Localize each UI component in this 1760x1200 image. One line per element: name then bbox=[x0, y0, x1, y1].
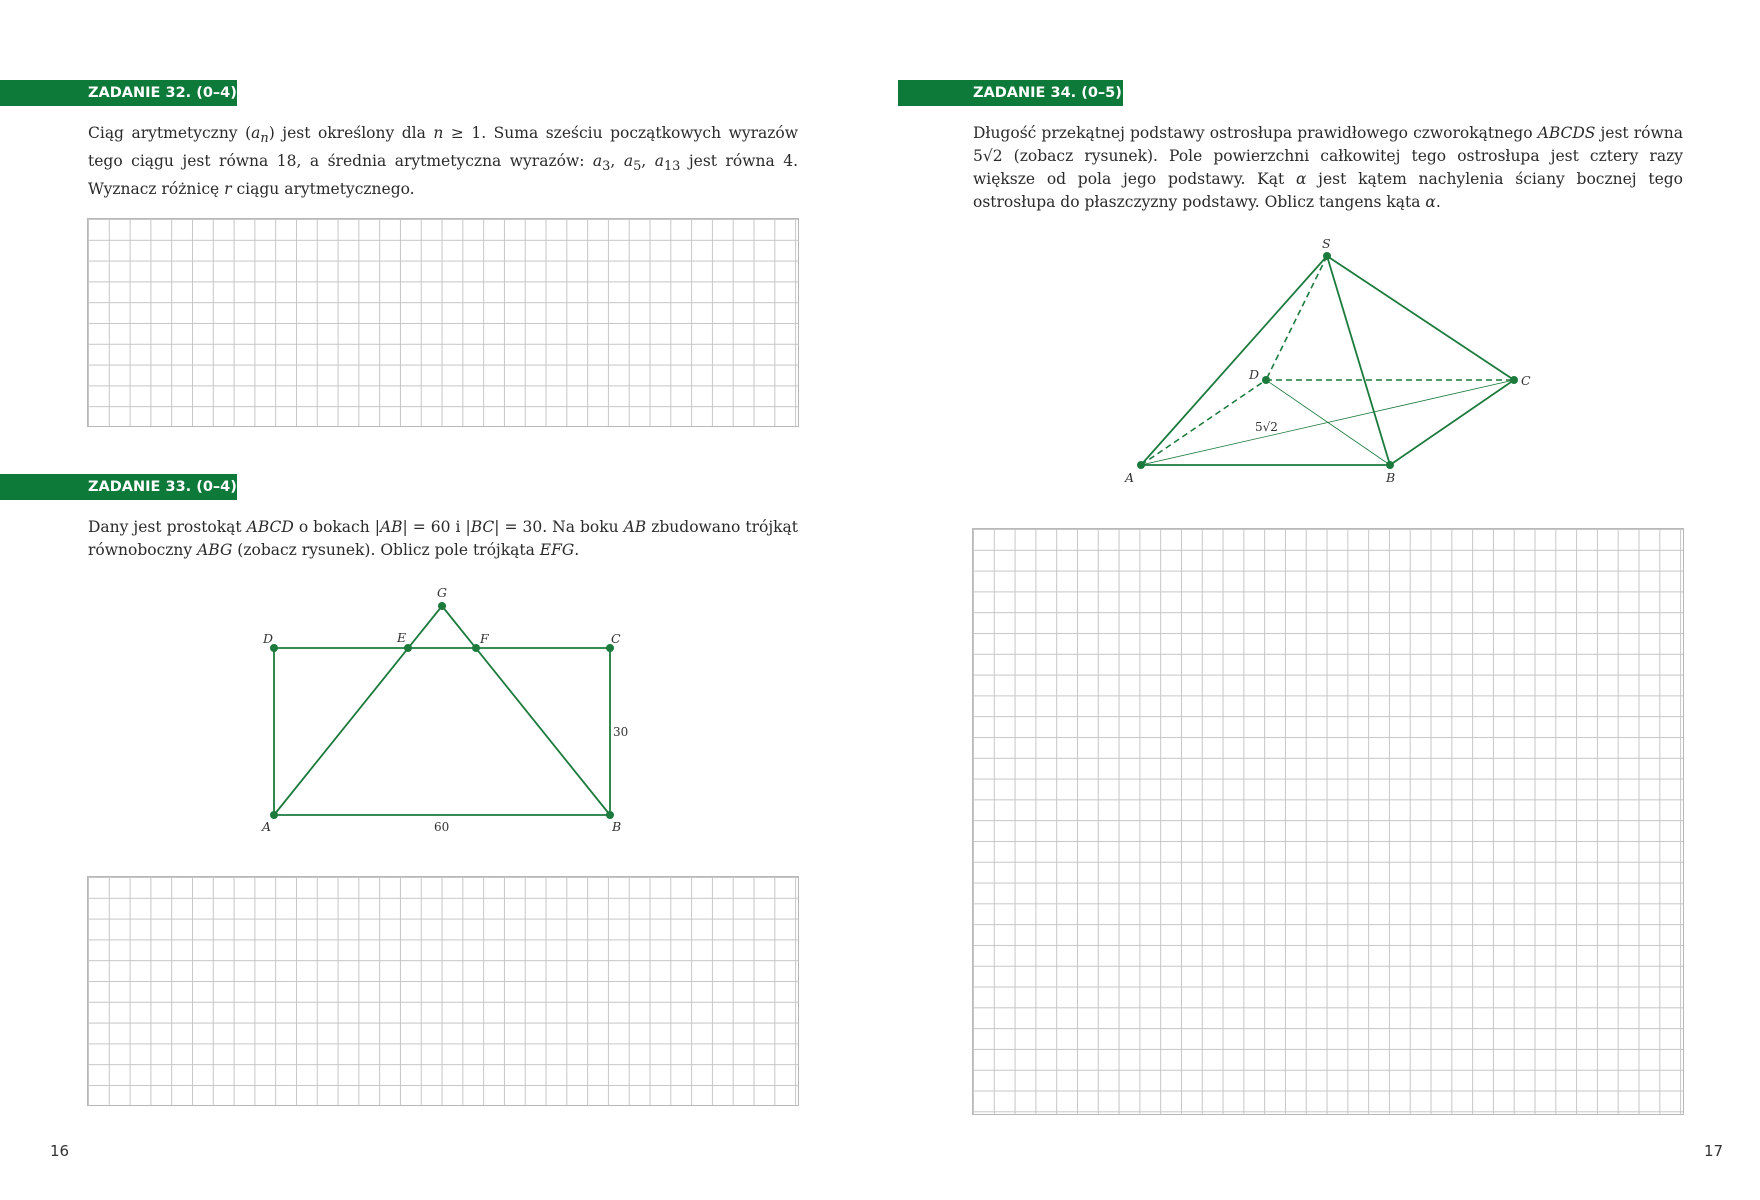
label-f: F bbox=[480, 631, 489, 646]
label-g: G bbox=[437, 585, 447, 600]
label-d: D bbox=[1249, 367, 1260, 382]
answer-grid-33[interactable] bbox=[87, 876, 799, 1106]
page-number-left: 16 bbox=[50, 1142, 70, 1160]
edge-bc bbox=[1390, 380, 1514, 465]
label-b: B bbox=[1386, 470, 1396, 485]
vertex-s bbox=[1323, 252, 1331, 260]
label-e: E bbox=[397, 630, 407, 645]
vertex-b bbox=[1386, 461, 1394, 469]
task-32-text: Ciąg arytmetyczny $(a_n)$ jest określony dla n ≥ 1. Suma sześciu początkowych wyrazów tego ciągu jest równa 18, a średnia arytmetyczna wyrazów: $a_3$, $a_5$, $a_{13}$ jest równa 4. Wyznacz różnicę r ciągu arytmetycznego. bbox=[88, 124, 799, 199]
task-33-text: Dany jest prostokąt ABCD o bokach |AB| = 60 i |BC| = 30. Na boku AB zbudowano trójkąt równoboczny ABG (zobacz rysunek). Oblicz pole trójkąta EFG. bbox=[88, 518, 798, 559]
label-s: S bbox=[1322, 236, 1331, 251]
edge-sd-hidden bbox=[1266, 256, 1327, 380]
point-e bbox=[404, 644, 412, 652]
right-page bbox=[880, 0, 1760, 1200]
answer-grid-34[interactable] bbox=[972, 528, 1684, 1115]
point-f bbox=[472, 644, 480, 652]
length-bc: 30 bbox=[613, 725, 629, 739]
label-d: D bbox=[263, 631, 274, 646]
task-32-header: ZADANIE 32. (0–4) bbox=[0, 80, 237, 106]
length-ab: 60 bbox=[434, 820, 450, 834]
edge-ad-hidden bbox=[1141, 380, 1266, 465]
page-number-right: 17 bbox=[1704, 1142, 1724, 1160]
segment-bg bbox=[442, 606, 610, 815]
label-c: C bbox=[1521, 373, 1531, 388]
vertex-a bbox=[1137, 461, 1145, 469]
edge-sa bbox=[1141, 256, 1327, 465]
task-34-text: Długość przekątnej podstawy ostrosłupa prawidłowego czworokątnego ABCDS jest równa 5√2 (zobacz rysunek). Pole powierzchni całkowitej tego ostrosłupa jest cztery razy większe od pola jego podstawy. Kąt α jest kątem nachylenia ściany bocznej tego ostrosłupa do płaszczyzny podstawy. Oblicz tangens kąta α. bbox=[973, 124, 1683, 211]
task-33-header: ZADANIE 33. (0–4) bbox=[0, 474, 237, 500]
label-c: C bbox=[611, 631, 621, 646]
point-g bbox=[438, 602, 446, 610]
label-a: A bbox=[262, 819, 272, 834]
vertex-c bbox=[1510, 376, 1518, 384]
label-b: B bbox=[612, 819, 622, 834]
diagonal-bd bbox=[1266, 380, 1390, 465]
point-b bbox=[606, 811, 614, 819]
label-a: A bbox=[1125, 470, 1135, 485]
segment-ag bbox=[274, 606, 442, 815]
point-a bbox=[270, 811, 278, 819]
task-34-header: ZADANIE 34. (0–5) bbox=[898, 80, 1123, 106]
vertex-d bbox=[1262, 376, 1270, 384]
edge-sb bbox=[1327, 256, 1390, 465]
label-diagonal: 5√2 bbox=[1255, 420, 1278, 434]
edge-sc bbox=[1327, 256, 1514, 380]
